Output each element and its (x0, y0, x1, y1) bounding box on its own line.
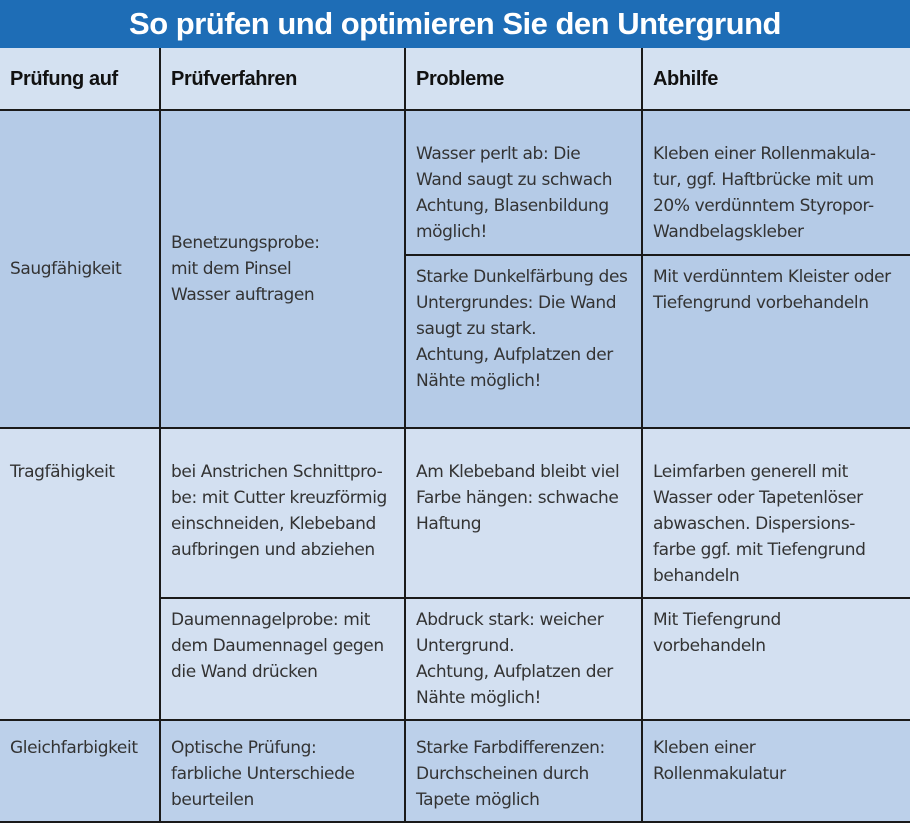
table-title: So prüfen und optimieren Sie den Untergrund (0, 0, 910, 48)
header-probleme: Probleme (405, 48, 642, 110)
header-abhilfe: Abhilfe (642, 48, 910, 110)
cell-pruefung: Gleichfarbigkeit (0, 720, 160, 822)
cell-verfahren: Optische Prüfung: farbliche Unterschiede beurteilen (160, 720, 405, 822)
header-pruefung: Prüfung auf (0, 48, 160, 110)
header-row (0, 48, 910, 110)
cell-verfahren: bei Anstrichen Schnittpro- be: mit Cutter kreuzförmig einschneiden, Klebeband aufbringen und abziehen (160, 428, 405, 598)
table-row (0, 720, 910, 822)
cell-verfahren: Daumennagelprobe: mit dem Daumennagel gegen die Wand drücken (160, 598, 405, 720)
cell-abhilfe: Kleben einer Rollenmakula- tur, ggf. Haftbrücke mit um 20% verdünntem Styropor- Wandbelagskleber (642, 110, 910, 255)
table-row (0, 428, 910, 598)
cell-abhilfe: Mit Tiefengrund vorbehandeln (642, 598, 910, 720)
substrate-test-table (0, 48, 910, 823)
cell-problem: Am Klebeband bleibt viel Farbe hängen: schwache Haftung (405, 428, 642, 598)
cell-verfahren: Benetzungsprobe: mit dem Pinsel Wasser auftragen (160, 110, 405, 428)
cell-abhilfe: Leimfarben generell mit Wasser oder Tapetenlöser abwaschen. Dispersions- farbe ggf. mit Tiefengrund behandeln (642, 428, 910, 598)
cell-problem: Abdruck stark: weicher Untergrund. Achtung, Aufplatzen der Nähte möglich! (405, 598, 642, 720)
cell-problem: Wasser perlt ab: Die Wand saugt zu schwach Achtung, Blasenbildung möglich! (405, 110, 642, 255)
cell-problem: Starke Dunkelfärbung des Untergrundes: Die Wand saugt zu stark. Achtung, Aufplatzen der Nähte möglich! (405, 255, 642, 428)
cell-abhilfe: Kleben einer Rollenmakulatur (642, 720, 910, 822)
cell-pruefung: Saugfähigkeit (0, 110, 160, 428)
header-verfahren: Prüfverfahren (160, 48, 405, 110)
cell-problem: Starke Farbdifferenzen: Durchscheinen durch Tapete möglich (405, 720, 642, 822)
table-row (0, 110, 910, 255)
cell-pruefung: Tragfähigkeit (0, 428, 160, 720)
cell-abhilfe: Mit verdünntem Kleister oder Tiefengrund vorbehandeln (642, 255, 910, 428)
